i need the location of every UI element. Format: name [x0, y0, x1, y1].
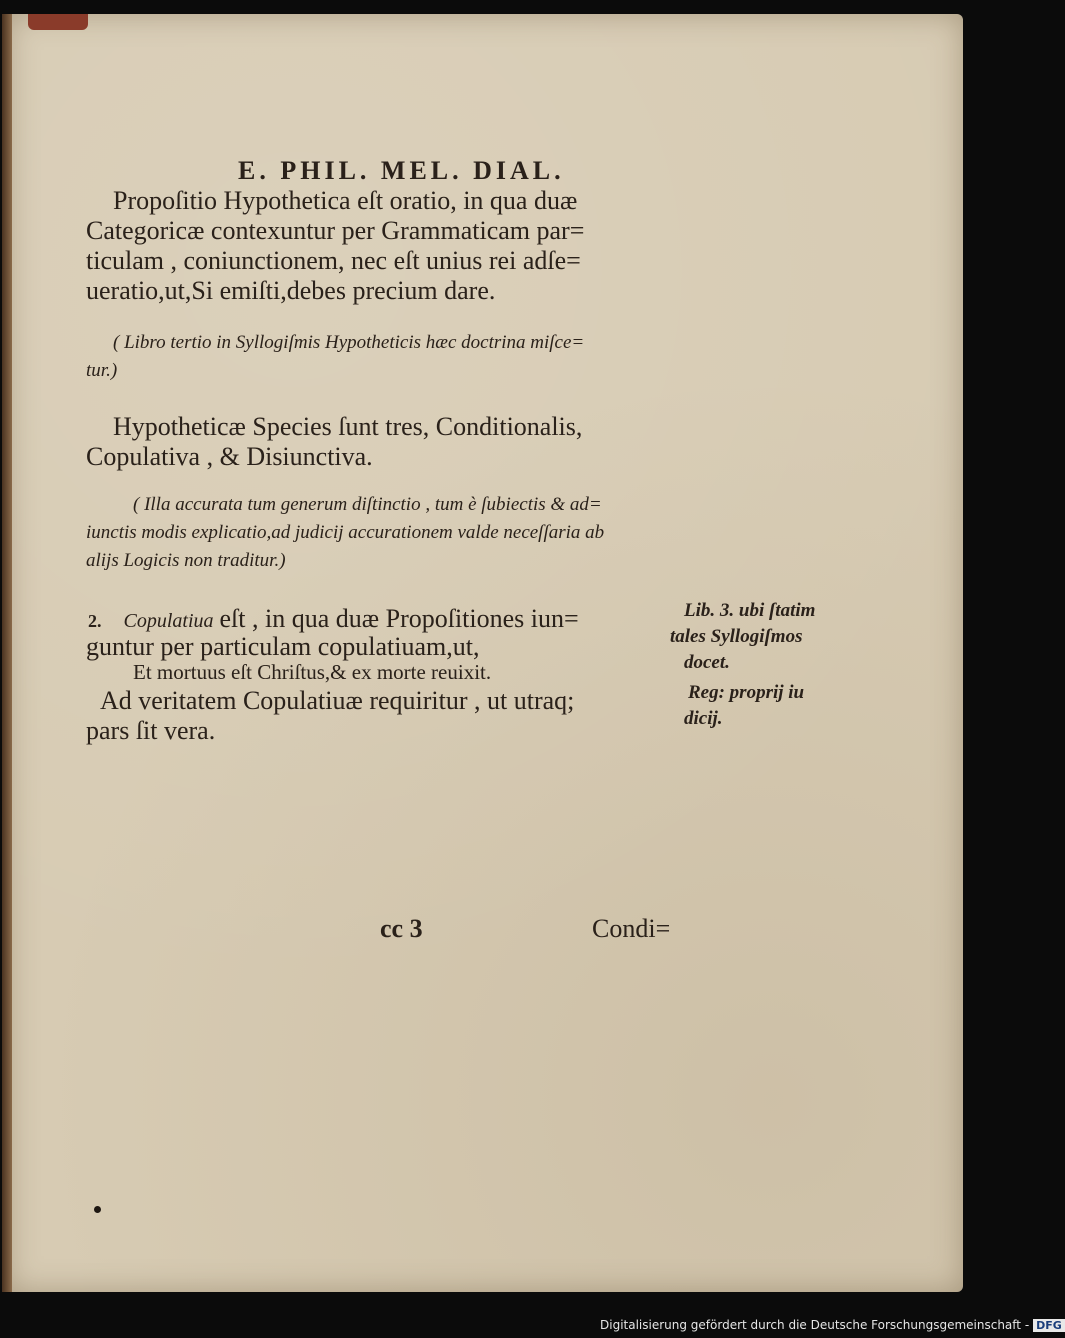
- note1-line1: ( Libro tertio in Syllogiſmis Hypotheticis hæc doctrina miſce=: [113, 332, 585, 353]
- binding-tab: [28, 14, 88, 30]
- para1-line1: Propoſitio Hypothetica eſt oratio, in qua duæ: [113, 186, 578, 215]
- item-line1-rest: eſt , in qua duæ Propoſitiones iun=: [219, 604, 579, 633]
- ink-spot: [94, 1206, 101, 1213]
- signature-mark: cc 3: [380, 914, 423, 943]
- para1-line2: Categoricæ contexuntur per Grammaticam par=: [86, 216, 585, 245]
- para2-line2: Copulativa , & Disiunctiva.: [86, 442, 373, 471]
- dfg-logo: DFG: [1033, 1319, 1065, 1332]
- item2-line2: guntur per particulam copulatiuam,ut,: [86, 632, 480, 661]
- item2-line1: [88, 604, 579, 634]
- note1-line2: tur.): [86, 360, 118, 381]
- margin-note-line2: tales Syllogiſmos: [670, 626, 803, 647]
- item-term: Copulatiua: [123, 610, 214, 632]
- note2-line3: alijs Logicis non traditur.): [86, 550, 286, 571]
- note2-line1: ( Illa accurata tum generum diſtinctio , tum è ſubiectis & ad=: [133, 494, 602, 515]
- item2-rule-line2: pars ſit vera.: [86, 716, 216, 745]
- margin-note-line1: Lib. 3. ubi ſtatim: [684, 600, 816, 621]
- para1-line3: ticulam , coniunctionem, nec eſt unius rei adſe=: [86, 246, 581, 275]
- margin-note-line3: docet.: [684, 652, 730, 673]
- margin-note-line4: Reg: proprij iu: [688, 682, 805, 703]
- credit-text: Digitalisierung gefördert durch die Deutsche Forschungsgemeinschaft -: [600, 1318, 1030, 1332]
- book-page: [8, 14, 963, 1292]
- item2-example: Et mortuus eſt Chriſtus,& ex morte reuixit.: [133, 660, 492, 684]
- digitization-credit: [600, 1318, 1062, 1336]
- note2-line2: iunctis modis explicatio,ad judicij accurationem valde neceſſaria ab: [86, 522, 605, 543]
- para2-line1: Hypotheticæ Species ſunt tres, Conditionalis,: [113, 412, 583, 441]
- running-header: E. PHIL. MEL. DIAL.: [238, 156, 565, 185]
- item2-rule-line1: Ad veritatem Copulatiuæ requiritur , ut utraq;: [100, 686, 575, 715]
- item-number: 2.: [88, 611, 102, 631]
- catchword: Condi=: [592, 914, 671, 943]
- para1-line4: ueratio,ut,Si emiſti,debes precium dare.: [86, 276, 496, 305]
- margin-note-line5: dicij.: [684, 708, 723, 729]
